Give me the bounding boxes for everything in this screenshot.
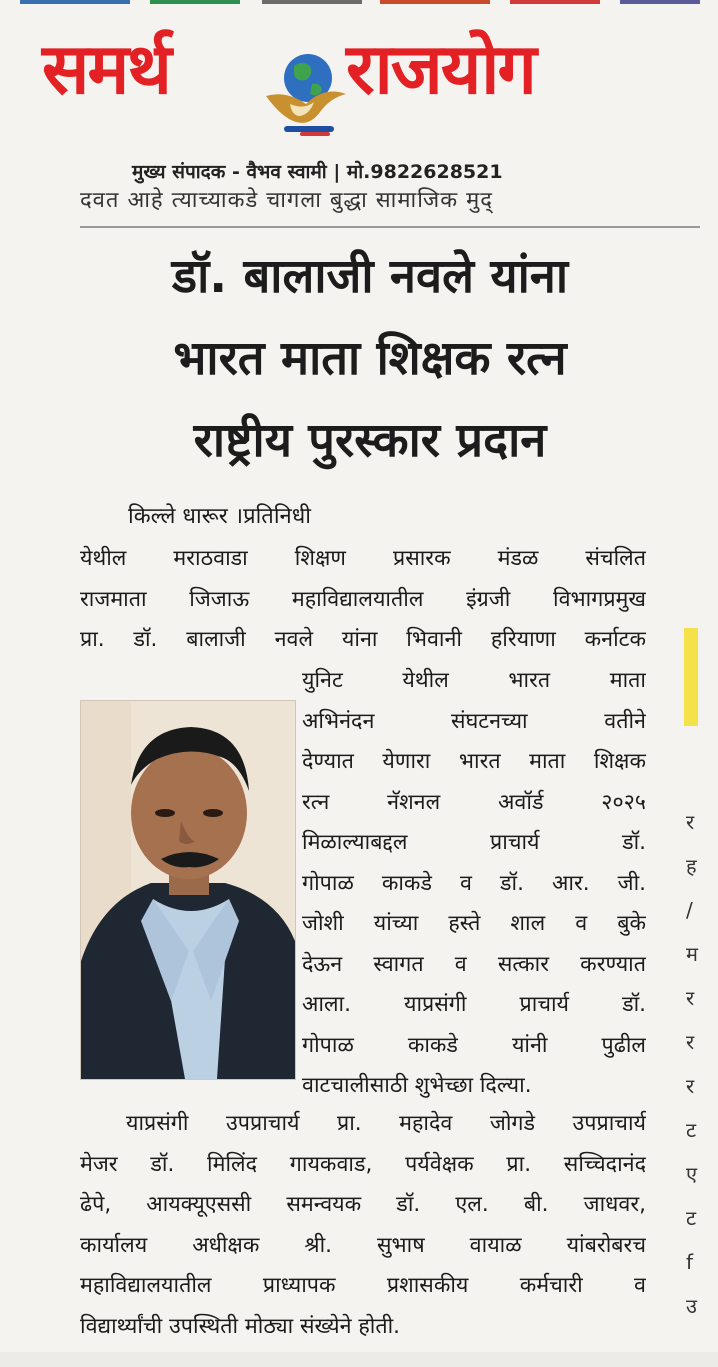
article-line: महाविद्यालयातील प्राध्यापक प्रशासकीय कर्मचारी व: [80, 1273, 646, 1298]
article-line: जोशी यांच्या हस्ते शाल व बुके: [302, 911, 646, 936]
adjacent-column-fragments: [686, 800, 716, 1328]
article-line: गोपाळ काकडे व डॉ. आर. जी.: [302, 870, 646, 896]
article-line: देण्यात येणारा भारत माता शिक्षक: [302, 749, 646, 774]
article-line: आला. याप्रसंगी प्राचार्य डॉ.: [302, 992, 646, 1017]
article-line: मिळाल्याबद्दल प्राचार्य डॉ.: [302, 830, 646, 855]
article-paragraph-1-continued: [302, 661, 646, 1107]
article-line: राजमाता जिजाऊ महाविद्यालयातील इंग्रजी विभागप्रमुख: [80, 586, 646, 612]
article-line: येथील मराठवाडा शिक्षण प्रसारक मंडळ संचलित: [80, 546, 646, 571]
headline-line-3: राष्ट्रीय पुरस्कार प्रदान: [193, 413, 547, 468]
fragment-text: ए: [686, 1162, 698, 1186]
fragment-text: र: [686, 810, 695, 834]
fragment-text: f: [686, 1250, 694, 1274]
article-line: याप्रसंगी उपप्राचार्य प्रा. महादेव जोगडे उपप्राचार्य: [126, 1111, 646, 1136]
article-line: विद्यार्थ्यांची उपस्थिती मोठ्या संख्येने होती.: [80, 1313, 401, 1339]
article-line: रत्न नॅशनल अवॉर्ड २०२५: [302, 789, 646, 815]
top-color-strip: [0, 0, 718, 6]
article-line: वाटचालीसाठी शुभेच्छा दिल्या.: [302, 1073, 532, 1098]
article-line: अभिनंदन संघटनच्या वतीने: [302, 708, 646, 734]
article-paragraph-2: [80, 1104, 646, 1347]
article-dateline: किल्ले धारूर ।प्रतिनिधी: [128, 504, 311, 529]
headline-line-2: भारत माता शिक्षक रत्न: [173, 331, 567, 386]
headline-line-1: डॉ. बालाजी नवले यांना: [171, 249, 569, 304]
fragment-text: /: [686, 898, 693, 922]
article-line: देऊन स्वागत व सत्कार करण्यात: [302, 951, 646, 977]
fragment-text: र: [686, 986, 695, 1010]
article-line: कार्यालय अधीक्षक श्री. सुभाष वायाळ यांबरोबरच: [80, 1232, 646, 1258]
fragment-text: उ: [686, 1294, 697, 1318]
fragment-text: ह: [686, 854, 697, 878]
fragment-text: म: [686, 942, 698, 966]
editor-contact-line: मुख्य संपादक - वैभव स्वामी | मो.9822628521: [132, 161, 503, 183]
previous-article-cut-line: दवत आहे त्याच्याकडे चागला बुद्धा सामाजिक मुद्: [80, 188, 493, 213]
adjacent-column-highlight: [684, 628, 698, 726]
article-line: मेजर डॉ. मिलिंद गायकवाड, पर्यवेक्षक प्रा. सच्चिदानंद: [80, 1151, 646, 1177]
masthead-title-left: समर्थ: [42, 28, 170, 110]
fragment-text: ट: [686, 1118, 697, 1142]
bottom-edge: [0, 1352, 718, 1367]
fragment-text: र: [686, 1030, 695, 1054]
article-line: प्रा. डॉ. बालाजी नवले यांना भिवानी हरियाणा कर्नाटक: [80, 627, 646, 652]
article-line: युनिट येथील भारत माता: [302, 668, 646, 693]
article-paragraph-1: [80, 539, 646, 661]
globe-eagle-logo-icon: [260, 42, 352, 142]
fragment-text: ट: [686, 1206, 697, 1230]
article-line: ढेपे, आयक्यूएससी समन्वयक डॉ. एल. बी. जाधवर,: [80, 1192, 646, 1217]
masthead-title-right: राजयोग: [346, 28, 535, 110]
fragment-text: र: [686, 1074, 695, 1098]
portrait-photo-icon: [80, 700, 296, 1080]
article-line: गोपाळ काकडे यांनी पुढील: [302, 1032, 646, 1058]
article-headline: [60, 236, 680, 482]
newspaper-masthead: [40, 12, 680, 152]
divider-rule: [80, 226, 700, 228]
